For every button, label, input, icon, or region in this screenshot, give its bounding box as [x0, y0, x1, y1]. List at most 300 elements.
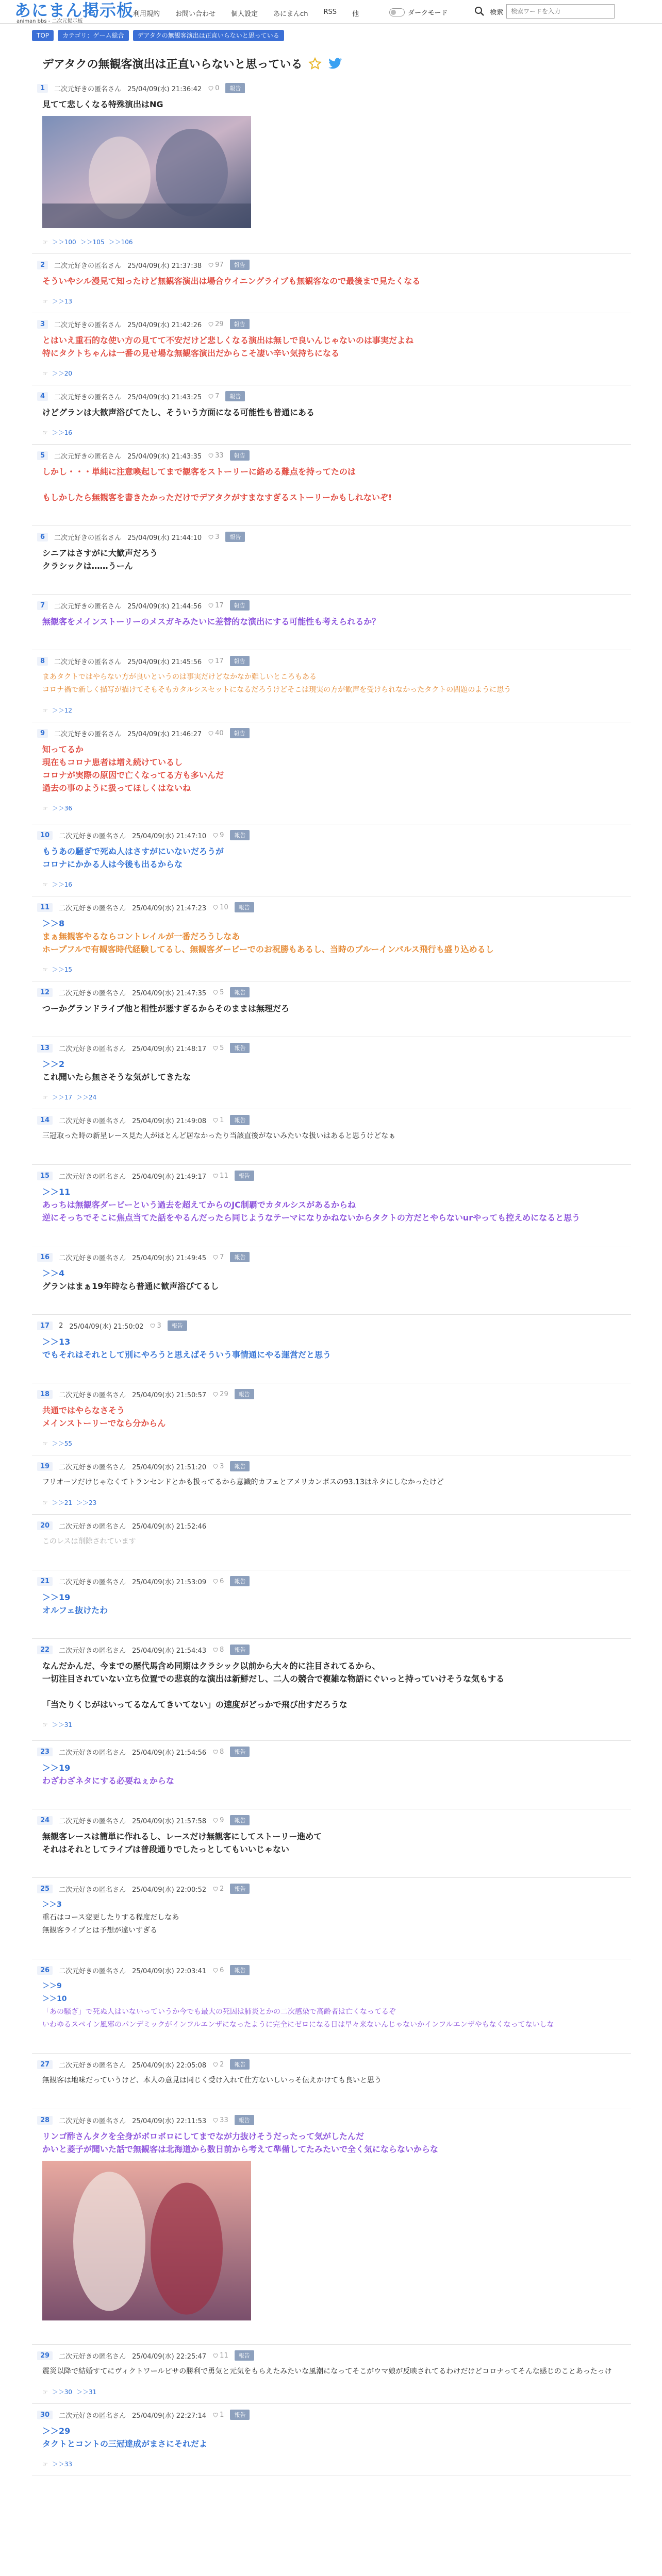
- like-count: 17: [215, 601, 224, 609]
- reply-hand-icon: ☞: [42, 804, 48, 812]
- star-icon[interactable]: [308, 57, 322, 71]
- reply-link[interactable]: ＞＞23: [76, 1499, 97, 1506]
- report-button[interactable]: 報告: [230, 1884, 250, 1894]
- post-number[interactable]: 7: [37, 601, 48, 610]
- like-count: 8: [220, 1646, 224, 1654]
- post-header: [37, 655, 631, 667]
- post-header: [37, 531, 631, 543]
- like-button[interactable]: [208, 393, 219, 400]
- like-button[interactable]: [212, 1253, 224, 1261]
- spacer: [32, 2031, 631, 2046]
- post-date: 25/04/09(水) 22:11:53: [132, 2117, 207, 2125]
- post-line: なんだかんだ、今までの歴代馬含め同期はクラシック以前から大々的に注目されてるから、: [42, 1661, 380, 1671]
- post-line: シニアはさすがに大歓声だろう: [42, 548, 158, 558]
- heart-icon: [150, 1323, 156, 1329]
- like-button[interactable]: [208, 730, 224, 737]
- post-number[interactable]: 9: [37, 729, 48, 738]
- reply-hand-icon: ☞: [42, 429, 48, 436]
- post-number[interactable]: 21: [37, 1577, 53, 1586]
- poster-name: 二次元好きの匿名さん: [54, 452, 122, 461]
- post-line: 現在もコロナ患者は増え続けているし: [42, 757, 183, 767]
- post-19: [32, 1455, 631, 1515]
- report-button[interactable]: 報告: [230, 1747, 250, 1757]
- like-button[interactable]: [212, 1116, 224, 1124]
- like-button[interactable]: [208, 84, 219, 92]
- post-header: [37, 1042, 631, 1054]
- thread-title-text: デアタクの無観客演出は正直いらないと思っている: [42, 58, 303, 71]
- post-number[interactable]: 13: [37, 1044, 53, 1053]
- reply-link[interactable]: ＞＞36: [52, 805, 73, 812]
- like-button[interactable]: [212, 2352, 228, 2360]
- post-number[interactable]: 14: [37, 1116, 53, 1125]
- post-body: [42, 671, 631, 697]
- post-header: [37, 1170, 631, 1181]
- site-subtitle: animan bbs - 二次元掲示板: [16, 19, 83, 24]
- post-line: 知ってるか: [42, 744, 84, 754]
- like-count: 10: [220, 903, 228, 911]
- poster-name: 二次元好きの匿名さん: [59, 1886, 126, 1894]
- reply-links: [42, 297, 631, 306]
- spacer: [32, 1143, 631, 1157]
- reply-link[interactable]: ＞＞55: [52, 1440, 73, 1447]
- report-button[interactable]: 報告: [235, 2115, 254, 2125]
- heart-icon: [212, 1967, 219, 1973]
- poster-name: 二次元好きの匿名さん: [59, 1578, 126, 1586]
- poster-name: 二次元好きの匿名さん: [59, 1391, 126, 1399]
- reply-hand-icon: ☞: [42, 369, 48, 377]
- report-button[interactable]: 報告: [230, 1576, 250, 1586]
- report-button[interactable]: 報告: [235, 902, 254, 912]
- nav-terms[interactable]: 利用規約: [133, 10, 160, 18]
- post-line: 震災以降で結婚すてにヴィクトワールピサの勝利で勇気と元気をもらえたみたいな風潮になってそこがウマ娘が反映されてるわけだけどコロナってそんな感じのことあったっけ: [42, 2367, 612, 2376]
- post-date: 25/04/09(水) 21:54:43: [132, 1647, 207, 1655]
- heart-icon: [212, 2061, 219, 2067]
- post-4: [32, 385, 631, 445]
- report-button[interactable]: 報告: [230, 450, 250, 461]
- poster-name: 二次元好きの匿名さん: [59, 1117, 126, 1125]
- nav-contact[interactable]: お問い合わせ: [175, 10, 216, 18]
- post-date: 25/04/09(水) 21:50:57: [132, 1391, 207, 1399]
- post-number[interactable]: 24: [37, 1816, 53, 1825]
- post-number[interactable]: 22: [37, 1646, 53, 1654]
- heart-icon: [212, 1463, 219, 1469]
- heart-icon: [212, 1578, 219, 1584]
- post-line: リンゴ酢さんタクを全身がボロボロにしてまでなが力抜けそうだったって気がしたんだ: [42, 2131, 365, 2141]
- reply-link[interactable]: ＞＞17: [52, 1094, 73, 1101]
- post-line: 無観客レースは簡単に作れるし、レースだけ無観客にしてストーリー進めて: [42, 1832, 322, 1841]
- reply-link[interactable]: ＞＞20: [52, 370, 73, 377]
- like-count: 5: [220, 988, 224, 996]
- like-button[interactable]: [212, 1463, 224, 1470]
- like-count: 0: [215, 84, 220, 92]
- post-10: [32, 824, 631, 896]
- post-line: けどグランは大歓声浴びてたし、そういう方面になる可能性も普通にある: [42, 408, 315, 417]
- reply-link[interactable]: ＞＞30: [52, 2388, 73, 2396]
- post-date: 25/04/09(水) 21:57:58: [132, 1817, 207, 1825]
- like-button[interactable]: [212, 1885, 224, 1893]
- post-body: [42, 98, 631, 111]
- post-number[interactable]: 8: [37, 657, 48, 666]
- post-line: 「当たりくじがはいってるなんてきいてない」の速度がどっかで飛び出すだろうな: [42, 1700, 347, 1709]
- toggle-switch-icon[interactable]: [389, 8, 405, 16]
- spacer: [32, 1015, 631, 1029]
- like-button[interactable]: [150, 1322, 161, 1330]
- report-button[interactable]: 報告: [235, 2350, 254, 2361]
- post-header: [37, 1388, 631, 1400]
- post-date: 25/04/09(水) 21:36:42: [127, 85, 202, 93]
- report-button[interactable]: 報告: [225, 391, 245, 401]
- post-line: 共通ではやらなさそう: [42, 1405, 125, 1415]
- post-number[interactable]: 27: [37, 2060, 53, 2069]
- post-line: わざわざネタにする必要ねぇからな: [42, 1776, 175, 1786]
- post-line: もうあの騒ぎで死ぬ人はさすがにいないだろうが: [42, 846, 224, 856]
- post-9: [32, 722, 631, 824]
- like-count: 29: [220, 1390, 228, 1398]
- heart-icon: [208, 393, 214, 399]
- post-line: フリオーソだけじゃなくてトランセンドとかも扱ってるから意識的カフェとアメリカンボスの93.13はネタにしなかったけど: [42, 1478, 444, 1486]
- post-11: [32, 896, 631, 981]
- like-count: 7: [220, 1253, 224, 1261]
- post-line[interactable]: ＞＞11: [42, 1187, 71, 1197]
- report-button[interactable]: 報告: [225, 532, 245, 542]
- post-line[interactable]: ＞＞13: [42, 1337, 71, 1347]
- post-number[interactable]: 12: [37, 988, 53, 997]
- like-button[interactable]: [212, 832, 224, 839]
- report-button[interactable]: 報告: [225, 83, 245, 93]
- twitter-icon[interactable]: [328, 58, 342, 70]
- like-button[interactable]: [208, 657, 224, 665]
- poster-name: 二次元好きの匿名さん: [59, 1254, 126, 1262]
- report-button[interactable]: 報告: [230, 1115, 250, 1125]
- poster-name: 二次元好きの匿名さん: [59, 1749, 126, 1757]
- post-1: [32, 77, 631, 254]
- like-button[interactable]: [212, 2061, 224, 2069]
- post-line: コロナにかかる人は今後も出るからな: [42, 859, 183, 869]
- post-15: [32, 1165, 631, 1246]
- post-14: [32, 1109, 631, 1165]
- reply-link[interactable]: ＞＞15: [52, 966, 73, 973]
- post-date: 25/04/09(水) 22:03:41: [132, 1967, 207, 1975]
- nav-animanch[interactable]: あにまんch: [273, 10, 308, 18]
- post-body: [42, 1185, 631, 1224]
- post-line[interactable]: ＞＞19: [42, 1763, 71, 1773]
- darkmode-toggle[interactable]: [389, 7, 448, 17]
- reply-link[interactable]: ＞＞16: [52, 429, 73, 436]
- post-2: [32, 254, 631, 313]
- report-button[interactable]: 報告: [230, 1043, 250, 1053]
- spacer: [32, 1937, 631, 1952]
- post-number[interactable]: 17: [37, 1321, 53, 1330]
- post-number[interactable]: 15: [37, 1172, 53, 1180]
- post-number[interactable]: 26: [37, 1966, 53, 1975]
- reply-hand-icon: ☞: [42, 2460, 48, 2468]
- breadcrumb-thread[interactable]: デアタクの無観客演出は正直いらないと思っている: [133, 30, 284, 41]
- poster-name: 二次元好きの匿名さん: [54, 321, 122, 329]
- reply-link[interactable]: ＞＞21: [52, 1499, 73, 1506]
- post-header: [37, 1520, 631, 1531]
- post-body: [42, 1058, 631, 1083]
- post-body: [42, 1591, 631, 1617]
- site-header: [0, 0, 662, 24]
- like-count: 7: [215, 392, 220, 400]
- poster-name: 二次元好きの匿名さん: [54, 658, 122, 666]
- post-line: 重石はコース変更したりする程度だしなあ: [42, 1913, 179, 1922]
- reply-link[interactable]: ＞＞31: [76, 2388, 97, 2396]
- like-count: 5: [220, 1044, 224, 1052]
- post-line[interactable]: ＞＞2: [42, 1059, 65, 1069]
- like-button[interactable]: [208, 452, 224, 460]
- poster-name: 二次元好きの匿名さん: [59, 1817, 126, 1825]
- post-line[interactable]: ＞＞3: [42, 1901, 62, 1909]
- report-button[interactable]: 報告: [230, 319, 250, 329]
- post-number[interactable]: 19: [37, 1462, 53, 1471]
- reply-link[interactable]: ＞＞31: [52, 1721, 73, 1728]
- post-header: [37, 82, 631, 94]
- reply-link[interactable]: ＞＞24: [76, 1094, 97, 1101]
- post-number[interactable]: 29: [37, 2351, 53, 2360]
- post-22: [32, 1639, 631, 1741]
- post-header: [37, 259, 631, 270]
- post-line: 一切注目されていない立ち位置での悲哀的な演出は新鮮だし、二人の競合で複雑な物語にぐいっと持っていけそうな気もする: [42, 1674, 505, 1684]
- reply-links: [42, 1439, 631, 1448]
- spacer: [32, 1361, 631, 1376]
- post-header: [37, 1964, 631, 1976]
- report-button[interactable]: 報告: [230, 987, 250, 997]
- report-button[interactable]: 報告: [230, 2410, 250, 2420]
- post-line: しかし・・・単純に注意喚起してまで観客をストーリーに絡める難点を持ってたのは: [42, 467, 356, 477]
- post-number[interactable]: 2: [37, 261, 48, 269]
- post-date: 25/04/09(水) 21:44:56: [127, 602, 202, 611]
- reply-hand-icon: ☞: [42, 1721, 48, 1728]
- like-button[interactable]: [208, 261, 224, 269]
- report-button[interactable]: 報告: [230, 1461, 250, 1471]
- report-button[interactable]: 報告: [168, 1320, 187, 1331]
- post-5: [32, 445, 631, 526]
- like-count: 1: [220, 2411, 224, 2419]
- reply-link[interactable]: ＞＞16: [52, 881, 73, 888]
- spacer: [32, 1856, 631, 1870]
- reply-links: [42, 369, 631, 378]
- report-button[interactable]: 報告: [230, 1965, 250, 1975]
- post-image[interactable]: [42, 116, 251, 228]
- report-button[interactable]: 報告: [230, 1252, 250, 1262]
- post-line: 過去の事のように扱ってほしくはないね: [42, 783, 191, 793]
- spacer: [32, 1548, 631, 1563]
- reply-link[interactable]: ＞＞100: [52, 239, 76, 246]
- post-18: [32, 1383, 631, 1455]
- post-date: 25/04/09(水) 21:45:56: [127, 658, 202, 666]
- report-button[interactable]: 報告: [230, 600, 250, 611]
- like-count: 6: [220, 1577, 224, 1585]
- post-body: [42, 1830, 631, 1856]
- post-12: [32, 981, 631, 1037]
- like-button[interactable]: [212, 2116, 228, 2124]
- post-number[interactable]: 16: [37, 1253, 53, 1262]
- search-label: 検索: [490, 8, 504, 16]
- post-line: かいと菱子が聞いた話で無観客は北海道から数日前から考えて準備してたみたいで全く気にならないからな: [42, 2144, 439, 2154]
- post-line[interactable]: ＞＞9: [42, 1982, 62, 1990]
- post-line[interactable]: ＞＞8: [42, 919, 65, 928]
- poster-name: 二次元好きの匿名さん: [59, 989, 126, 997]
- heart-icon: [212, 989, 219, 995]
- post-body: [42, 1476, 631, 1489]
- heart-icon: [208, 321, 214, 327]
- report-button[interactable]: 報告: [235, 1171, 254, 1181]
- post-line[interactable]: ＞＞10: [42, 1995, 67, 2003]
- report-button[interactable]: 報告: [230, 1645, 250, 1655]
- post-body: [42, 1130, 631, 1143]
- search-icon[interactable]: [472, 4, 487, 19]
- poster-name: 二次元好きの匿名さん: [59, 832, 126, 840]
- like-button[interactable]: [212, 1967, 224, 1974]
- like-count: 11: [220, 2351, 228, 2360]
- like-count: 33: [220, 2116, 228, 2124]
- reply-hand-icon: ☞: [42, 965, 48, 973]
- like-button[interactable]: [212, 1817, 224, 1824]
- like-count: 2: [220, 1885, 224, 1893]
- reply-hand-icon: ☞: [42, 2388, 48, 2396]
- like-button[interactable]: [212, 1578, 224, 1585]
- report-button[interactable]: 報告: [230, 260, 250, 270]
- post-8: [32, 650, 631, 722]
- post-header: [37, 1815, 631, 1826]
- post-date: 25/04/09(水) 21:42:26: [127, 321, 202, 329]
- reply-link[interactable]: ＞＞12: [52, 707, 73, 714]
- like-button[interactable]: [208, 533, 219, 541]
- post-date: 25/04/09(水) 22:00:52: [132, 1886, 207, 1894]
- report-button[interactable]: 報告: [230, 728, 250, 738]
- post-line: いわゆるスペイン風邪のパンデミックがインフルエンザになったように完全にゼロになる日は早々来ないんじゃないかインフルエンザやもなくなってないしな: [42, 2021, 554, 2029]
- post-date: 25/04/09(水) 21:47:35: [132, 989, 207, 997]
- heart-icon: [212, 2352, 219, 2359]
- like-count: 29: [215, 320, 224, 328]
- like-button[interactable]: [212, 989, 224, 996]
- post-number[interactable]: 6: [37, 533, 48, 541]
- post-list: [32, 77, 631, 2476]
- post-number[interactable]: 25: [37, 1885, 53, 1893]
- post-image[interactable]: [42, 2161, 251, 2320]
- like-count: 1: [220, 1116, 224, 1124]
- heart-icon: [212, 2412, 219, 2418]
- nav-rss[interactable]: RSS: [323, 8, 337, 16]
- post-number[interactable]: 5: [37, 451, 48, 460]
- poster-name: 二次元好きの匿名さん: [59, 1647, 126, 1655]
- like-button[interactable]: [212, 1172, 228, 1180]
- report-button[interactable]: 報告: [230, 656, 250, 666]
- post-line: とはいえ重石的な使い方の見てて不安だけど悲しくなる演出は無しで良いんじゃないのは事実だよね: [42, 335, 414, 345]
- darkmode-label: ダークモード: [408, 9, 448, 17]
- reply-link[interactable]: ＞＞106: [108, 239, 133, 246]
- report-button[interactable]: 報告: [230, 830, 250, 840]
- post-number[interactable]: 30: [37, 2411, 53, 2419]
- post-date: 25/04/09(水) 21:53:09: [132, 1578, 207, 1586]
- post-line[interactable]: ＞＞19: [42, 1592, 71, 1602]
- spacer: [32, 1293, 631, 1307]
- like-button[interactable]: [212, 2411, 224, 2419]
- post-number[interactable]: 23: [37, 1748, 53, 1756]
- site-logo[interactable]: [14, 2, 134, 24]
- reply-link[interactable]: ＞＞33: [52, 2461, 73, 2468]
- heart-icon: [212, 832, 219, 838]
- post-body: [42, 1335, 631, 1361]
- report-button[interactable]: 報告: [230, 2059, 250, 2070]
- poster-name: 二次元好きの匿名さん: [59, 1173, 126, 1181]
- post-number[interactable]: 11: [37, 903, 53, 912]
- heart-icon: [212, 1117, 219, 1123]
- post-line: 特にタクトちゃんは一番の見せ場な無観客演出だからこそ凄い辛い気持ちになる: [42, 348, 340, 358]
- post-16: [32, 1246, 631, 1315]
- post-date: 25/04/09(水) 21:48:17: [132, 1045, 207, 1053]
- nav-settings[interactable]: 個人設定: [231, 10, 258, 18]
- post-line: オルフェ抜けたわ: [42, 1605, 108, 1615]
- post-number[interactable]: 28: [37, 2116, 53, 2125]
- post-header: [37, 2409, 631, 2420]
- report-button[interactable]: 報告: [235, 1389, 254, 1399]
- reply-hand-icon: ☞: [42, 297, 48, 305]
- post-line[interactable]: ＞＞29: [42, 2426, 71, 2436]
- post-number[interactable]: 10: [37, 831, 53, 840]
- like-button[interactable]: [212, 904, 228, 911]
- heart-icon: [212, 1254, 219, 1260]
- like-button[interactable]: [212, 1748, 224, 1756]
- post-number[interactable]: 4: [37, 392, 48, 401]
- breadcrumb: [32, 30, 284, 41]
- poster-name: 二次元好きの匿名さん: [59, 1045, 126, 1053]
- post-date: 25/04/09(水) 21:37:38: [127, 262, 202, 270]
- post-date: 25/04/09(水) 21:46:27: [127, 730, 202, 738]
- heart-icon: [208, 730, 214, 736]
- like-button[interactable]: [212, 1044, 224, 1052]
- post-date: 25/04/09(水) 21:49:45: [132, 1254, 207, 1262]
- search-input[interactable]: [506, 4, 615, 19]
- reply-links: [42, 2460, 631, 2468]
- reply-links: [42, 428, 631, 437]
- reply-link[interactable]: ＞＞105: [80, 239, 105, 246]
- like-button[interactable]: [208, 320, 224, 328]
- nav-other[interactable]: 他: [352, 10, 359, 18]
- post-23: [32, 1741, 631, 1809]
- heart-icon: [212, 1045, 219, 1051]
- report-button[interactable]: 報告: [230, 1815, 250, 1825]
- reply-link[interactable]: ＞＞13: [52, 298, 73, 305]
- post-26: [32, 1959, 631, 2054]
- post-number[interactable]: 1: [37, 84, 48, 93]
- poster-name: 二次元好きの匿名さん: [59, 2117, 126, 2125]
- poster-name: 二次元好きの匿名さん: [54, 534, 122, 542]
- post-body: [42, 334, 631, 360]
- reply-links: [42, 2387, 631, 2396]
- post-line: 三冠取った時の新星レース見た人がほとんど居なかったり当該直後がないみたいな扱いはあると思うけどなぁ: [42, 1132, 396, 1140]
- like-button[interactable]: [212, 1391, 228, 1398]
- post-body: [42, 917, 631, 956]
- post-number[interactable]: 18: [37, 1390, 53, 1399]
- breadcrumb-top[interactable]: TOP: [32, 30, 54, 41]
- heart-icon: [208, 452, 214, 459]
- breadcrumb-category[interactable]: カテゴリ：ゲーム総合: [58, 30, 129, 41]
- reply-links: [42, 1720, 631, 1729]
- like-button[interactable]: [208, 602, 224, 609]
- spacer: [32, 1787, 631, 1802]
- post-header: [37, 318, 631, 330]
- post-line[interactable]: ＞＞4: [42, 1268, 65, 1278]
- post-29: [32, 2345, 631, 2404]
- post-line: まあタクトではやらない方が良いというのは事実だけどなかなか難しいところもある: [42, 673, 317, 681]
- like-count: 8: [220, 1748, 224, 1756]
- post-number[interactable]: 3: [37, 320, 48, 329]
- like-button[interactable]: [212, 1646, 224, 1654]
- spacer: [32, 2323, 631, 2337]
- post-number[interactable]: 20: [37, 1521, 53, 1530]
